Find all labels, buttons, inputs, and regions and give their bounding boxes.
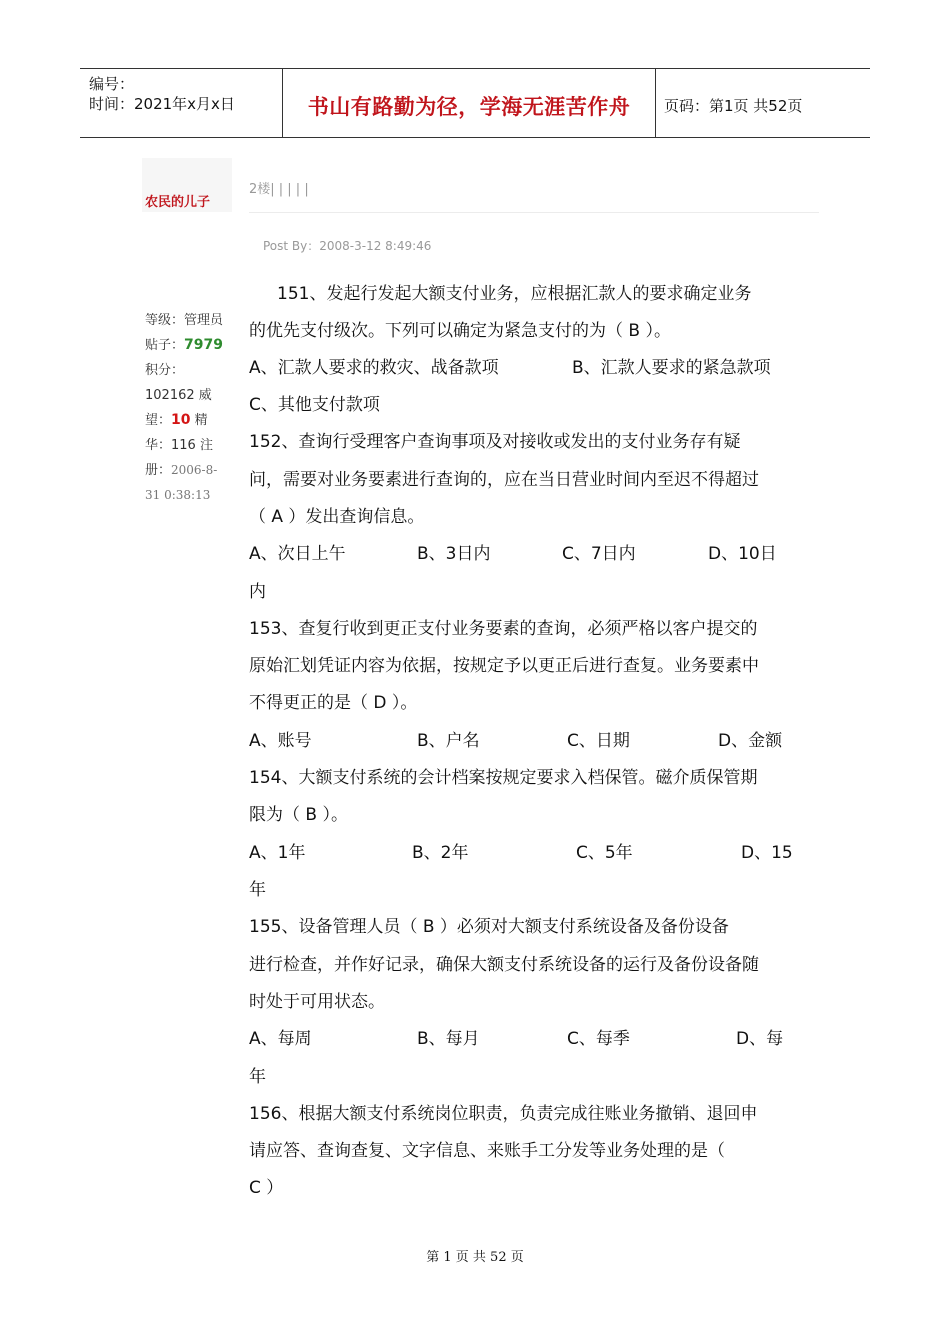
q155-option-c: C、每季	[567, 1029, 630, 1049]
register-date-b: 31 0:38:13	[145, 488, 211, 502]
number-label: 编号：	[89, 75, 135, 93]
essence-fragment: 精	[190, 413, 208, 428]
q152-wrap: 内	[249, 582, 266, 602]
user-register	[145, 458, 237, 483]
q154-wrap: 年	[249, 880, 266, 900]
q154-option-c: C、5年	[576, 843, 633, 863]
q152-line3: （ A ）发出查询信息。	[249, 507, 425, 527]
q153-option-c: C、日期	[567, 731, 630, 751]
header-left-cell	[80, 69, 283, 137]
q151-option-b: B、汇款人要求的紧急款项	[572, 358, 771, 378]
post-divider	[249, 212, 819, 213]
floor-label: 2楼| | | | |	[249, 182, 309, 197]
user-points-value: 102162 威	[145, 388, 212, 403]
q156-line1: 156、根据大额支付系统岗位职责，负责完成往账业务撤销、退回申	[249, 1104, 758, 1124]
q152-line2: 问，需要对业务要素进行查询的，应在当日营业时间内至迟不得超过	[249, 470, 759, 490]
q151-line2: 的优先支付级次。下列可以确定为紧急支付的为（ B ）。	[249, 321, 671, 341]
q153-option-d: D、金额	[718, 731, 783, 751]
user-essence: 华：116 注	[145, 438, 213, 453]
posts-value: 7979	[184, 337, 223, 353]
q154-line2: 限为（ B ）。	[249, 805, 348, 825]
q154-line1: 154、大额支付系统的会计档案按规定要求入档保管。磁介质保管期	[249, 768, 758, 788]
posts-label: 贴子：	[145, 338, 185, 353]
q152-option-d: D、10日	[708, 544, 777, 564]
document-header	[80, 68, 870, 138]
user-points-label: 积分：	[145, 363, 185, 378]
q154-option-d: D、15	[741, 843, 793, 863]
user-info	[145, 308, 237, 508]
q153-option-b: B、户名	[417, 731, 480, 751]
header-middle-cell	[283, 69, 656, 137]
page-footer: 第 1 页 共 52 页	[426, 1250, 524, 1265]
q152-option-b: B、3日内	[417, 544, 491, 564]
q151-option-a: A、汇款人要求的救灾、战备款项	[249, 358, 499, 378]
register-date-a: 2006-8-	[171, 463, 218, 477]
prestige-value: 10	[171, 412, 191, 428]
q155-line1: 155、设备管理人员（ B ）必须对大额支付系统设备及备份设备	[249, 917, 729, 937]
q155-option-a: A、每周	[249, 1029, 312, 1049]
q156-line2: 请应答、查询查复、文字信息、来账手工分发等业务处理的是（	[249, 1141, 725, 1161]
q154-option-b: B、2年	[412, 843, 469, 863]
q156-line3: C ）	[249, 1178, 284, 1198]
register-label: 册：	[145, 463, 172, 478]
prestige-label: 望：	[145, 413, 172, 428]
q153-line3: 不得更正的是（ D ）。	[249, 693, 418, 713]
page-label: 页码：第1页 共52页	[664, 97, 803, 115]
q152-option-c: C、7日内	[562, 544, 636, 564]
username[interactable]: 农民的儿子	[145, 195, 211, 210]
q153-option-a: A、账号	[249, 731, 312, 751]
user-posts	[145, 333, 237, 358]
motto: 书山有路勤为径，学海无涯苦作舟	[307, 94, 631, 119]
user-prestige	[145, 408, 237, 433]
q155-line2: 进行检查，并作好记录，确保大额支付系统设备的运行及备份设备随	[249, 955, 759, 975]
q152-option-a: A、次日上午	[249, 544, 346, 564]
q154-option-a: A、1年	[249, 843, 306, 863]
header-right-cell	[656, 69, 870, 137]
q155-option-b: B、每月	[417, 1029, 480, 1049]
q151-option-c: C、其他支付款项	[249, 395, 380, 415]
q152-line1: 152、查询行受理客户查询事项及对接收或发出的支付业务存有疑	[249, 432, 741, 452]
q153-line1: 153、查复行收到更正支付业务要素的查询，必须严格以客户提交的	[249, 619, 758, 639]
q155-line3: 时处于可用状态。	[249, 992, 385, 1012]
q153-line2: 原始汇划凭证内容为依据，按规定予以更正后进行查复。业务要素中	[249, 656, 759, 676]
q151-line1: 151、发起行发起大额支付业务，应根据汇款人的要求确定业务	[277, 284, 752, 304]
q155-wrap: 年	[249, 1067, 266, 1087]
user-level: 等级：管理员	[145, 313, 224, 328]
q155-option-d: D、每	[736, 1029, 784, 1049]
time-label: 时间：2021年x月x日	[89, 95, 235, 113]
post-timestamp: Post By：2008-3-12 8:49:46	[263, 239, 432, 253]
